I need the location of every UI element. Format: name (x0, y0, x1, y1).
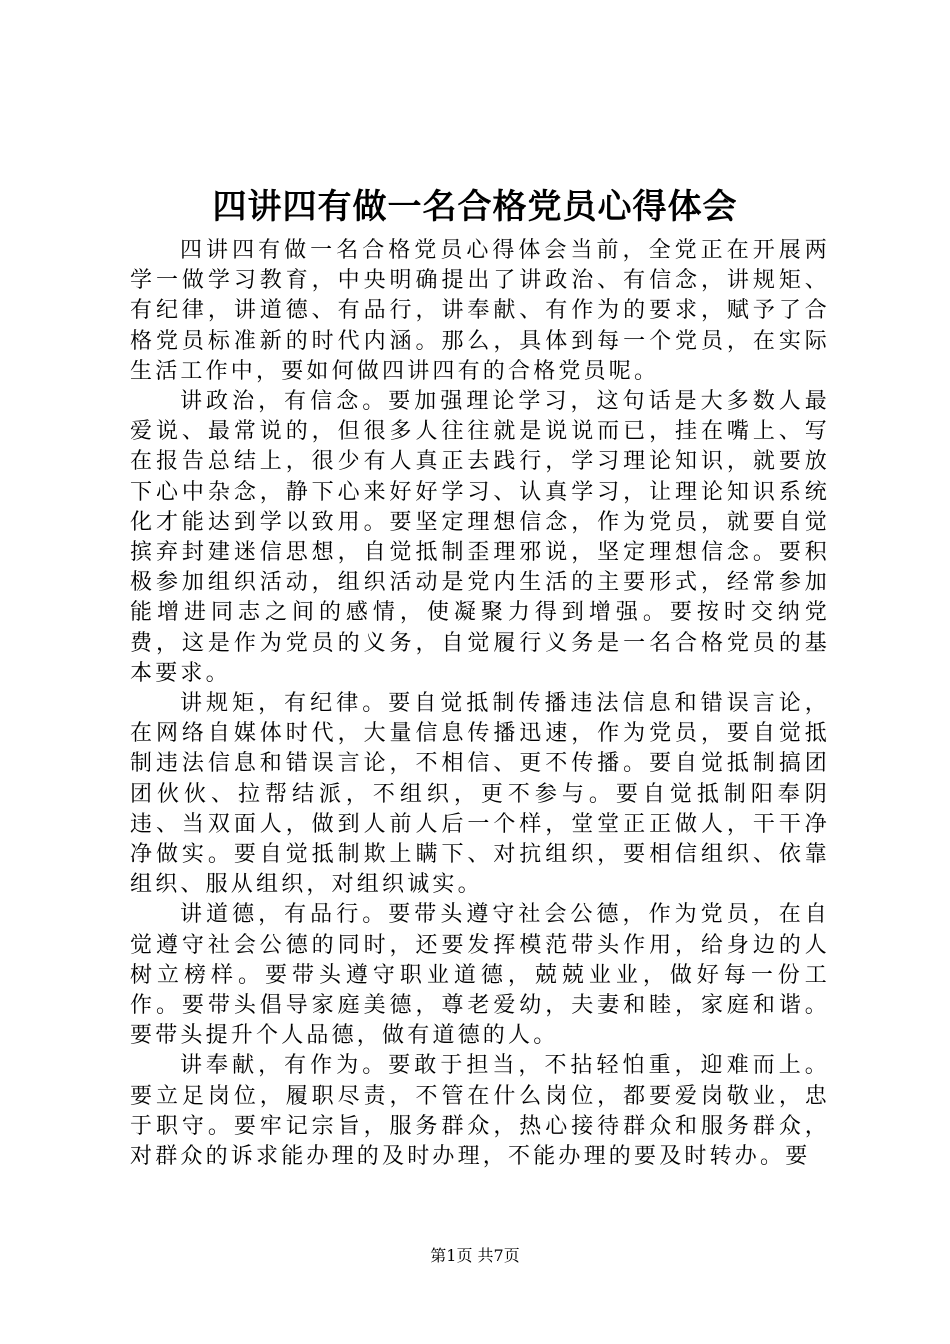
paragraph-morality: 讲道德，有品行。要带头遵守社会公德，作为党员，在自觉遵守社会公德的同时，还要发挥模范带头作用，给身边的人树立榜样。要带头遵守职业道德，兢兢业业，做好每一份工作。要带头倡导家庭美德，尊老爱幼，夫妻和睦，家庭和谐。要带头提升个人品德，做有道德的人。 (130, 902, 830, 1049)
document-body (130, 236, 830, 1172)
paragraph-intro: 四讲四有做一名合格党员心得体会当前，全党正在开展两学一做学习教育，中央明确提出了讲政治、有信念，讲规矩、有纪律，讲道德、有品行，讲奉献、有作为的要求，赋予了合格党员标准新的时代内涵。那么，具体到每一个党员，在实际生活工作中，要如何做四讲四有的合格党员呢。 (130, 238, 830, 384)
paragraph-discipline: 讲规矩，有纪律。要自觉抵制传播违法信息和错误言论，在网络自媒体时代，大量信息传播迅速，作为党员，要自觉抵制违法信息和错误言论，不相信、更不传播。要自觉抵制搞团团伙伙、拉帮结派，不组织，更不参与。要自觉抵制阳奉阴违、当双面人，做到人前人后一个样，堂堂正正做人，干干净净做实。要自觉抵制欺上瞒下、对抗组织，要相信组织、依靠组织、服从组织，对组织诚实。 (130, 691, 830, 898)
paragraph-politics: 讲政治，有信念。要加强理论学习，这句话是大多数人最爱说、最常说的，但很多人往往就是说说而已，挂在嘴上、写在报告总结上，很少有人真正去践行，学习理论知识，就要放下心中杂念，静下心来好好学习、认真学习，让理论知识系统化才能达到学以致用。要坚定理想信念，作为党员，就要自觉摈弃封建迷信思想，自觉抵制歪理邪说，坚定理想信念。要积极参加组织活动，组织活动是党内生活的主要形式，经常参加能增进同志之间的感情，使凝聚力得到增强。要按时交纳党费，这是作为党员的义务，自觉履行义务是一名合格党员的基本要求。 (130, 389, 830, 686)
paragraph-dedication: 讲奉献，有作为。要敢于担当，不拈轻怕重，迎难而上。要立足岗位，履职尽责，不管在什么岗位，都要爱岗敬业，忠于职守。要牢记宗旨，服务群众，热心接待群众和服务群众，对群众的诉求能办理的及时办理，不能办理的要及时转办。要 (130, 1053, 830, 1170)
document-title: 四讲四有做一名合格党员心得体会 (212, 187, 738, 227)
page-footer: 第1页 共7页 (430, 1246, 520, 1265)
